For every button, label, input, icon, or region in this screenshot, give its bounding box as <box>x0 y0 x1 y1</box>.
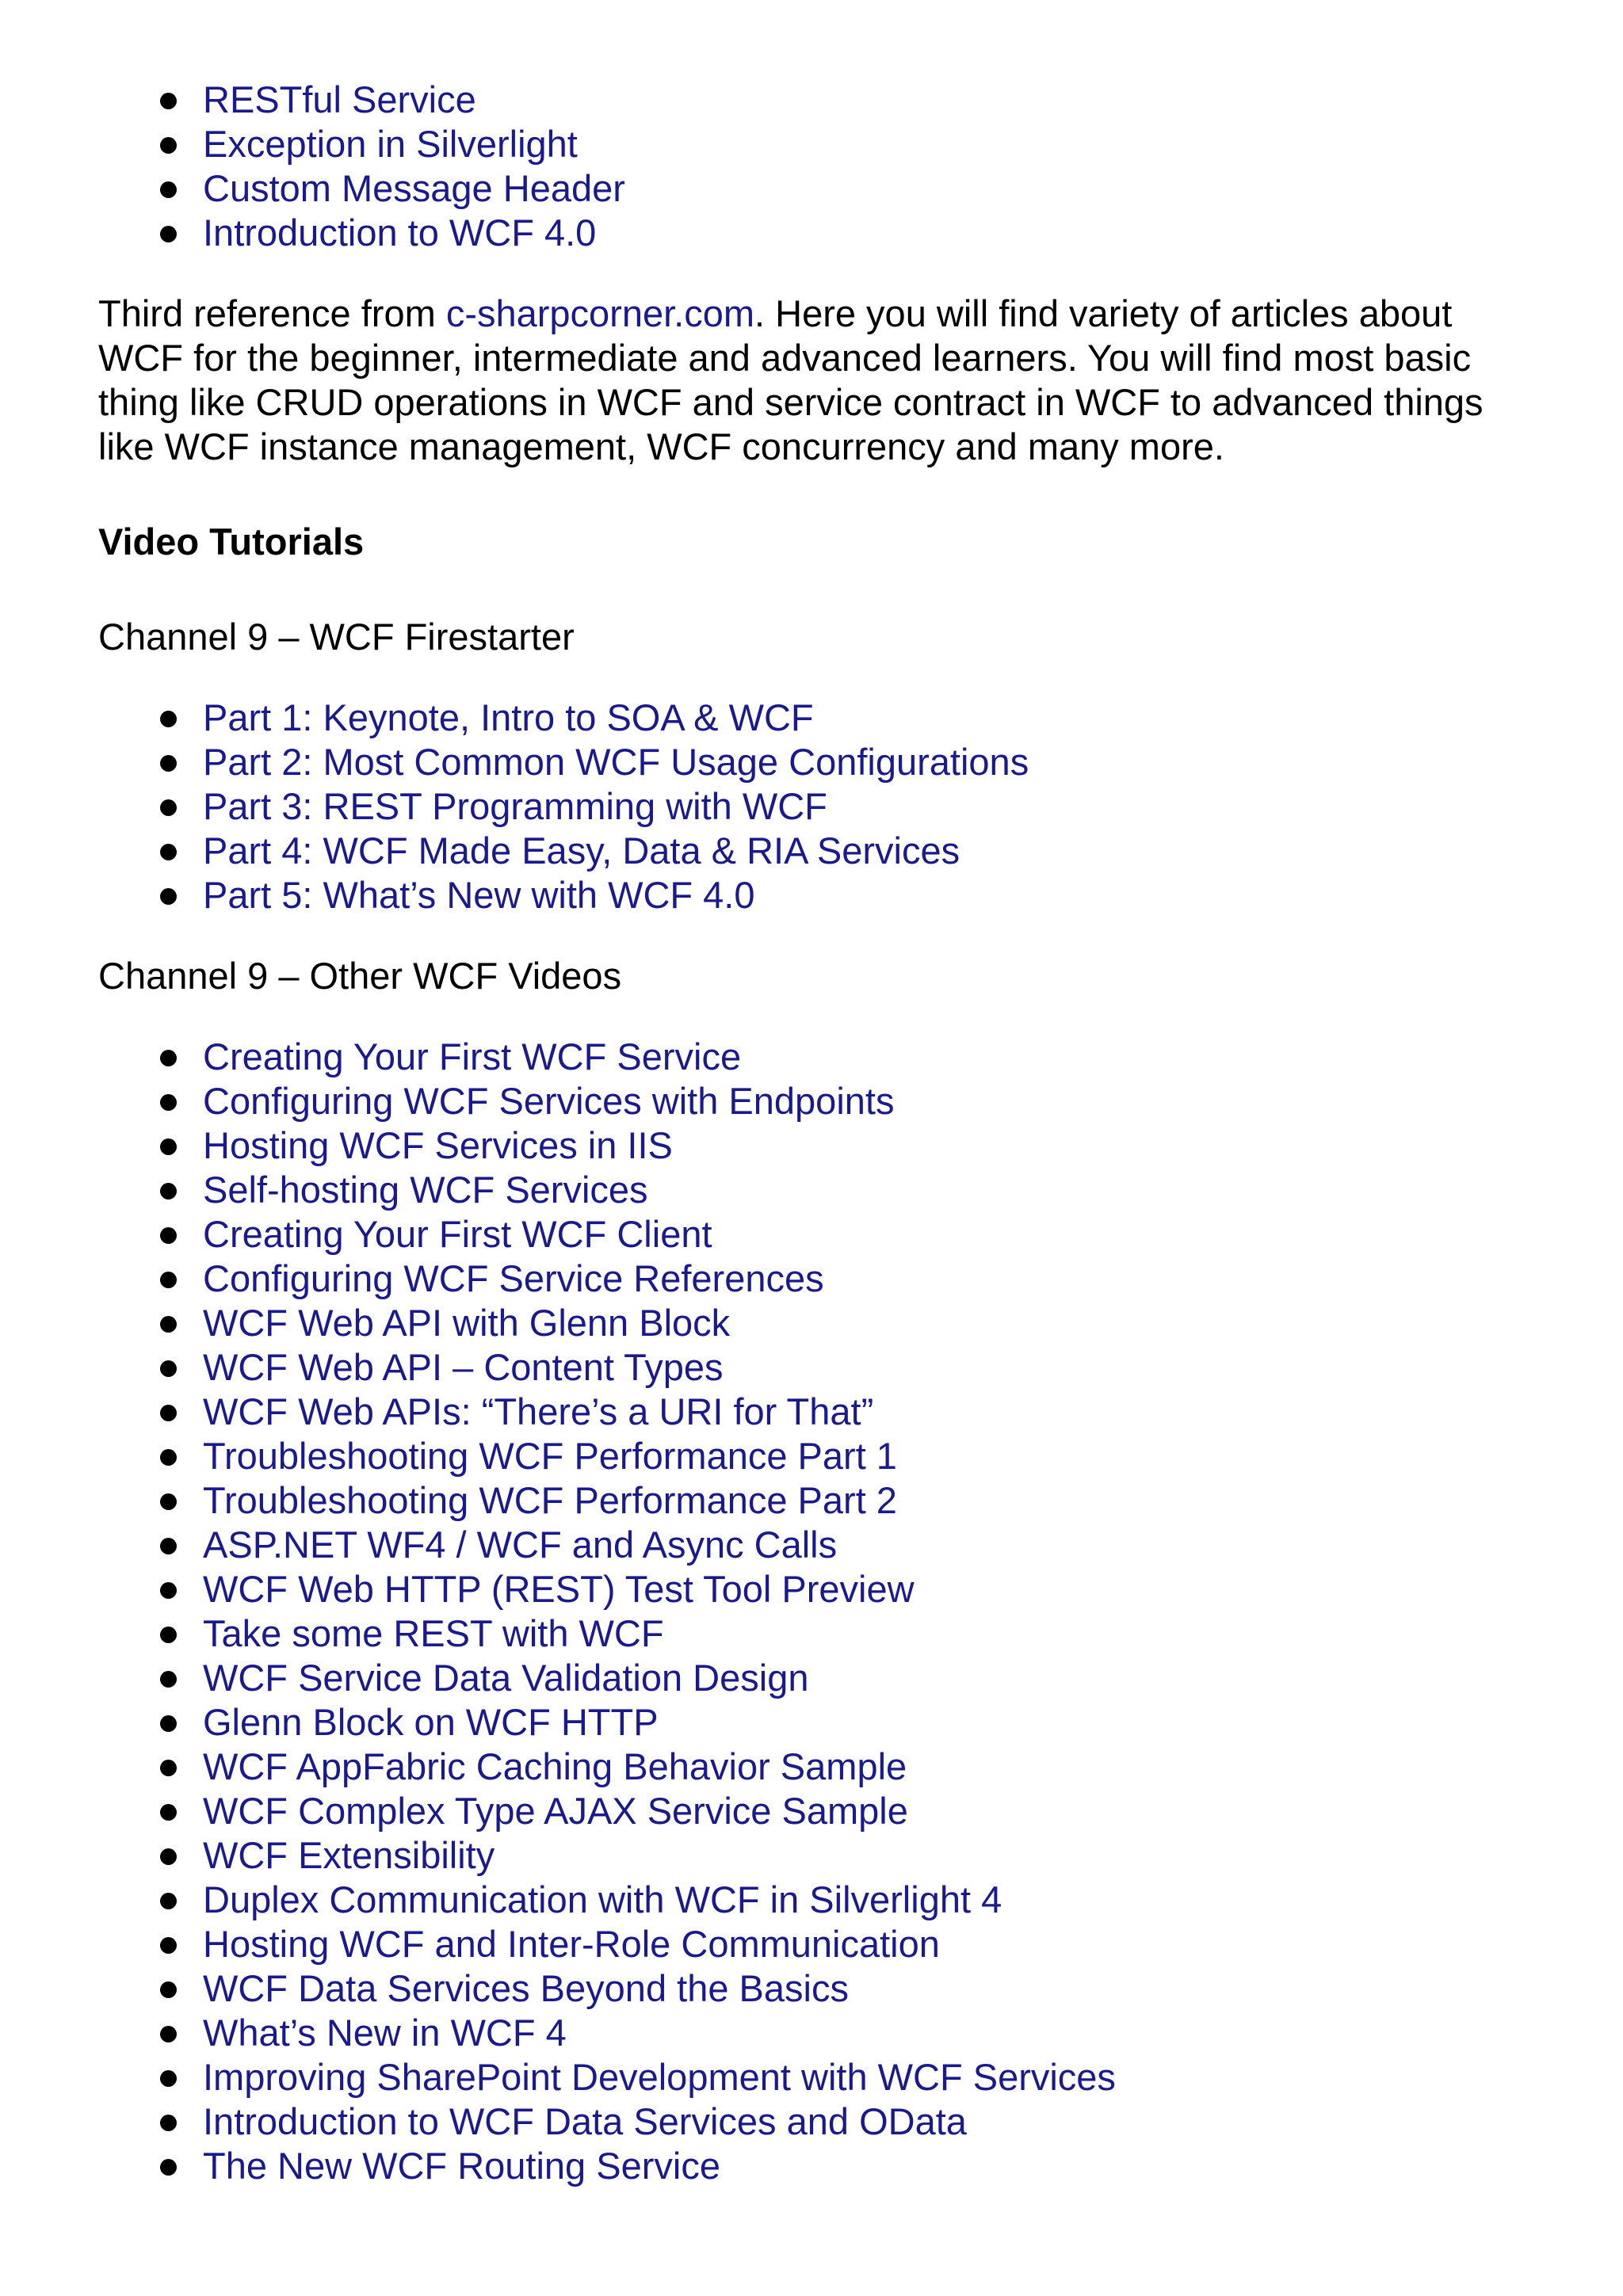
list-item <box>203 1035 1525 1079</box>
other-video-link[interactable]: WCF Data Services Beyond the Basics <box>203 1967 849 2009</box>
other-video-link[interactable]: Troubleshooting WCF Performance Part 2 <box>203 1479 897 1521</box>
bullet-icon <box>160 1360 177 1377</box>
bullet-icon <box>160 844 177 860</box>
bullet-icon <box>160 799 177 816</box>
other-video-link[interactable]: Troubleshooting WCF Performance Part 1 <box>203 1435 897 1477</box>
list-item <box>203 1212 1525 1257</box>
bullet-icon <box>160 1316 177 1333</box>
other-video-link[interactable]: WCF Complex Type AJAX Service Sample <box>203 1790 908 1832</box>
other-video-link[interactable]: WCF Extensibility <box>203 1834 495 1876</box>
other-video-link[interactable]: Creating Your First WCF Service <box>203 1035 742 1077</box>
list-item <box>203 2055 1525 2100</box>
list-item <box>203 78 1525 122</box>
list-item <box>203 696 1525 740</box>
other-video-link[interactable]: Improving SharePoint Development with WCF Services <box>203 2056 1116 2098</box>
bullet-icon <box>160 1272 177 1288</box>
list-item <box>203 1257 1525 1301</box>
other-video-link[interactable]: WCF Service Data Validation Design <box>203 1657 809 1699</box>
firestarter-video-list <box>98 696 1525 917</box>
bullet-icon <box>160 226 177 242</box>
list-item <box>203 1611 1525 1656</box>
bullet-icon <box>160 1050 177 1066</box>
other-video-link[interactable]: Creating Your First WCF Client <box>203 1213 712 1255</box>
third-reference-text-after: . Here you will find variety of articles about WCF for the beginner, intermediate and advanced learners. You will find most basic thing like CRUD operations in WCF and service contract in WCF to advanced things like WCF instance management, WCF concurrency and many more. <box>98 292 1484 467</box>
bullet-icon <box>160 2159 177 2176</box>
list-item <box>203 1434 1525 1478</box>
third-reference-text-before: Third reference from <box>98 292 446 334</box>
firestarter-section-label: Channel 9 – WCF Firestarter <box>98 616 575 658</box>
c-sharpcorner-link[interactable]: c-sharpcorner.com <box>445 292 755 334</box>
bullet-icon <box>160 2070 177 2087</box>
firestarter-video-link[interactable]: Part 1: Keynote, Intro to SOA & WCF <box>203 696 814 738</box>
bullet-icon <box>160 1848 177 1865</box>
list-item <box>203 2144 1525 2188</box>
list-item <box>203 211 1525 255</box>
list-item <box>203 1079 1525 1123</box>
bullet-icon <box>160 755 177 772</box>
list-item <box>203 784 1525 829</box>
list-item <box>203 873 1525 917</box>
bullet-icon <box>160 2026 177 2042</box>
bullet-icon <box>160 711 177 727</box>
other-video-link[interactable]: Hosting WCF Services in IIS <box>203 1124 673 1166</box>
other-video-list <box>98 1035 1525 2188</box>
bullet-icon <box>160 1227 177 1244</box>
list-item <box>203 1301 1525 1345</box>
list-item <box>203 1123 1525 1168</box>
bullet-icon <box>160 1893 177 1909</box>
list-item <box>203 1789 1525 1833</box>
bullet-icon <box>160 1627 177 1643</box>
bullet-icon <box>160 888 177 905</box>
firestarter-video-link[interactable]: Part 4: WCF Made Easy, Data & RIA Services <box>203 830 960 871</box>
third-reference-paragraph <box>98 292 1525 469</box>
other-video-link[interactable]: WCF Web API with Glenn Block <box>203 1302 731 1344</box>
bullet-icon <box>160 1671 177 1688</box>
bullet-icon <box>160 1715 177 1732</box>
bullet-icon <box>160 1538 177 1554</box>
firestarter-video-link[interactable]: Part 3: REST Programming with WCF <box>203 785 827 827</box>
video-tutorials-heading: Video Tutorials <box>98 521 365 563</box>
other-video-link[interactable]: WCF Web HTTP (REST) Test Tool Preview <box>203 1568 915 1610</box>
bullet-icon <box>160 137 177 154</box>
bullet-icon <box>160 1582 177 1599</box>
list-item <box>203 122 1525 166</box>
list-item <box>203 1833 1525 1878</box>
list-item <box>203 2011 1525 2055</box>
list-item <box>203 829 1525 873</box>
other-video-link[interactable]: WCF Web API – Content Types <box>203 1346 724 1388</box>
firestarter-video-link[interactable]: Part 5: What’s New with WCF 4.0 <box>203 874 755 916</box>
bullet-icon <box>160 93 177 109</box>
list-item <box>203 1700 1525 1745</box>
list-item <box>203 1567 1525 1611</box>
other-video-link[interactable]: WCF AppFabric Caching Behavior Sample <box>203 1745 907 1787</box>
article-link[interactable]: RESTful Service <box>203 78 476 120</box>
article-link[interactable]: Custom Message Header <box>203 167 625 209</box>
list-item <box>203 1878 1525 1922</box>
other-video-link[interactable]: Configuring WCF Services with Endpoints <box>203 1080 895 1122</box>
bullet-icon <box>160 1449 177 1466</box>
other-video-link[interactable]: Duplex Communication with WCF in Silverlight 4 <box>203 1878 1002 1920</box>
document-page <box>98 78 1525 2188</box>
list-item <box>203 1478 1525 1523</box>
bullet-icon <box>160 1138 177 1155</box>
other-video-link[interactable]: Glenn Block on WCF HTTP <box>203 1701 659 1743</box>
list-item <box>203 1656 1525 1700</box>
list-item <box>203 740 1525 784</box>
bullet-icon <box>160 1094 177 1111</box>
list-item <box>203 1168 1525 1212</box>
list-item <box>203 1345 1525 1390</box>
list-item <box>203 1922 1525 1966</box>
list-item <box>203 1390 1525 1434</box>
bullet-icon <box>160 1981 177 1998</box>
article-link[interactable]: Exception in Silverlight <box>203 123 578 165</box>
list-item <box>203 1523 1525 1567</box>
other-video-link[interactable]: Take some REST with WCF <box>203 1612 664 1654</box>
other-video-link[interactable]: ASP.NET WF4 / WCF and Async Calls <box>203 1524 838 1566</box>
bullet-icon <box>160 1804 177 1821</box>
bullet-icon <box>160 2115 177 2131</box>
other-video-link[interactable]: Hosting WCF and Inter-Role Communication <box>203 1923 940 1965</box>
other-video-link[interactable]: Introduction to WCF Data Services and OData <box>203 2100 967 2142</box>
other-videos-section-label: Channel 9 – Other WCF Videos <box>98 955 622 997</box>
bullet-icon <box>160 1937 177 1954</box>
other-video-link[interactable]: What’s New in WCF 4 <box>203 2012 567 2054</box>
list-item <box>203 166 1525 211</box>
firestarter-video-link[interactable]: Part 2: Most Common WCF Usage Configurations <box>203 741 1029 783</box>
other-video-link[interactable]: Self-hosting WCF Services <box>203 1169 648 1211</box>
article-link[interactable]: Introduction to WCF 4.0 <box>203 212 597 254</box>
list-item <box>203 2100 1525 2144</box>
bullet-icon <box>160 1405 177 1421</box>
bullet-icon <box>160 1183 177 1199</box>
other-video-link[interactable]: Configuring WCF Service References <box>203 1257 824 1299</box>
other-video-link[interactable]: WCF Web APIs: “There’s a URI for That” <box>203 1390 874 1432</box>
bullet-icon <box>160 1493 177 1510</box>
article-link-list <box>98 78 1525 255</box>
other-video-link[interactable]: The New WCF Routing Service <box>203 2145 720 2187</box>
list-item <box>203 1745 1525 1789</box>
bullet-icon <box>160 1760 177 1776</box>
bullet-icon <box>160 181 177 198</box>
list-item <box>203 1966 1525 2011</box>
